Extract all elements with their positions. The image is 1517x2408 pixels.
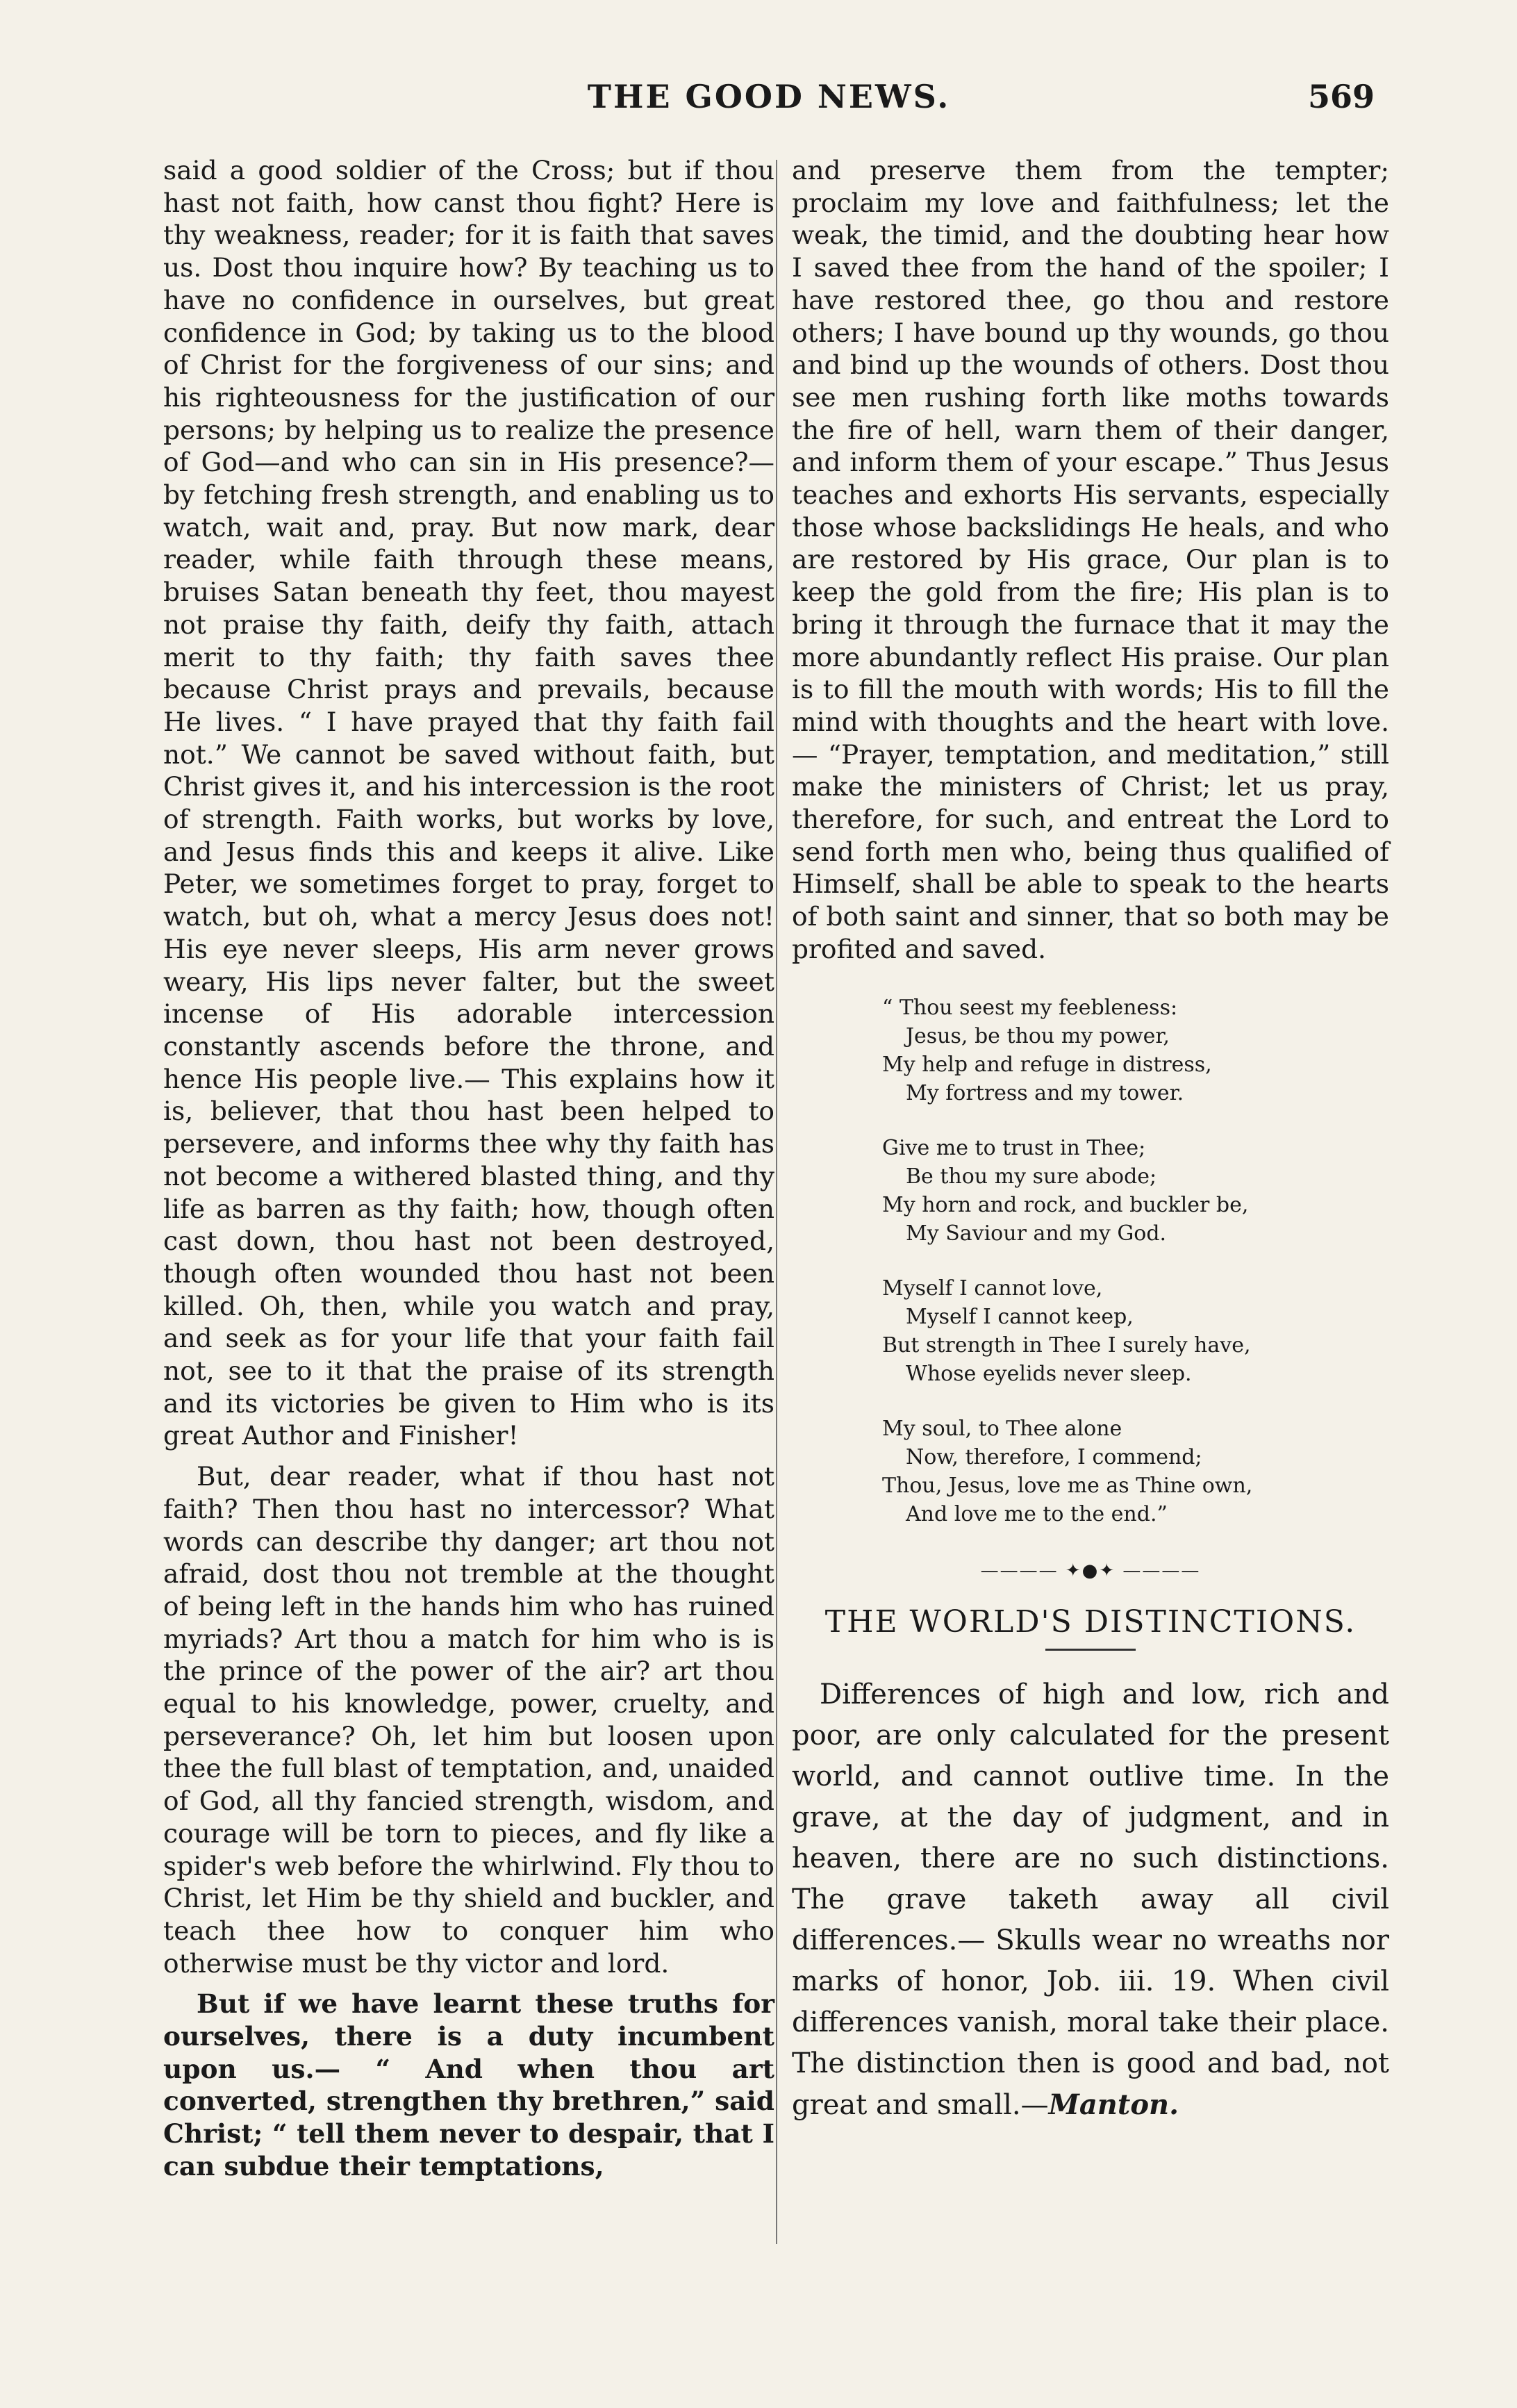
anecdote-paragraph [792, 1674, 1389, 2126]
hymn-line: My Saviour and my God. [906, 1221, 1167, 1246]
hymn-line: My fortress and my tower. [906, 1080, 1184, 1105]
hymn-line: Myself I cannot keep, [906, 1304, 1134, 1329]
hymn-line: Give me to trust in Thee; [882, 1135, 1146, 1160]
hymn-line: And love me to the end.” [906, 1501, 1168, 1526]
hymn-line: My horn and rock, and buckler be, [882, 1192, 1249, 1217]
hymn-line: But strength in Thee I surely have, [882, 1333, 1251, 1358]
section-title: THE WORLD'S DISTINCTIONS. [824, 1604, 1357, 1640]
running-title: THE GOOD NEWS. [587, 78, 951, 115]
hymn-stanza [882, 1134, 1389, 1248]
hymn-line: My soul, to Thee alone [882, 1416, 1122, 1441]
anecdote-text: Differences of high and low, rich and poor, are only calculated for the present world, and cannot outlive time. In the grave, at the day of judgment, and in heaven, there are no such distinctions. The grave taketh away all civil differences.— Skulls wear no wreaths nor marks of honor, Job. iii. 19. When civil differences vanish, moral take their place. The distinction then is good and bad, not great and small.— [792, 1678, 1389, 2121]
hymn-stanza [882, 993, 1389, 1107]
left-column [163, 154, 774, 2191]
title-rule [1045, 1649, 1136, 1651]
hymn-line: Be thou my sure abode; [906, 1164, 1157, 1189]
right-paragraph-1: and preserve them from the tempter; proclaim my love and faithfulness; let the weak, the timid, and the doubting hear how I saved thee from the hand of the spoiler; I have restored thee, go thou and restore others; I have bound up thy wounds, go thou and bind up the wounds of others. Dost thou see men rushing forth like moths towards the fire of hell, warn them of their danger, and inform them of your escape.” Thus Jesus teaches and exhorts His servants, especially those whose backslidings He heals, and who are restored by His grace, Our plan is to keep the gold from the fire; His plan is to bring it through the furnace that it may the more abundantly reflect His praise. Our plan is to fill the mouth with words; His to fill the mind with thoughts and the heart with love.— “Prayer, temptation, and meditation,” still make the ministers of Christ; let us pray, therefore, for such, and entreat the Lord to send forth men who, being thus qualified of Himself, shall be able to speak to the hearts of both saint and sinner, that so both may be profited and saved. [792, 155, 1389, 964]
running-header [163, 78, 1375, 133]
hymn-line: Now, therefore, I commend; [906, 1444, 1202, 1469]
hymn-line: My help and refuge in distress, [882, 1052, 1212, 1077]
hymn [882, 993, 1389, 1528]
hymn-line: Myself I cannot love, [882, 1276, 1103, 1301]
left-paragraph-1: said a good soldier of the Cross; but if thou hast not faith, how canst thou fight? Here is thy weakness, reader; for it is faith that saves us. Dost thou inquire how? By teaching us to have no confidence in ourselves, but great confidence in God; by taking us to the blood of Christ for the forgiveness of our sins; and his righteousness for the justification of our persons; by helping us to realize the presence of God—and who can sin in His presence?—by fetching fresh strength, and enabling us to watch, wait and, pray. But now mark, dear reader, while faith through these means, bruises Satan beneath thy feet, thou mayest not praise thy faith, deify thy faith, attach merit to thy faith; thy faith saves thee because Christ prays and prevails, because He lives. “ I have prayed that thy faith fail not.” We cannot be saved without faith, but Christ gives it, and his intercession is the root of strength. Faith works, but works by love, and Jesus finds this and keeps it alive. Like Peter, we sometimes forget to pray, forget to watch, but oh, what a mercy Jesus does not! His eye never sleeps, His arm never grows weary, His lips never falter, but the sweet incense of His adorable intercession constantly ascends before the throne, and hence His people live.— This explains how it is, believer, that thou hast been helped to persevere, and informs thee why thy faith has not become a withered blasted thing, and thy life as barren as thy faith; how, though often cast down, thou hast not been destroyed, though often wounded thou hast not been killed. Oh, then, while you watch and pray, and seek as for your life that your faith fail not, see to it that the praise of its strength and its victories be given to Him who is its great Author and Finisher! [163, 155, 774, 1451]
hymn-line: Jesus, be thou my power, [906, 1023, 1170, 1048]
hymn-stanza [882, 1274, 1389, 1388]
ornamental-divider: ———— ✦●✦ ———— [980, 1560, 1201, 1581]
left-paragraph-3: But if we have learnt these truths for ourselves, there is a duty incumbent upon us.— “ And when thou art converted, strengthen thy brethren,” said Christ; “ tell them never to despair, that I can subdue their temptations, [163, 1988, 774, 2182]
attribution: Manton. [1048, 2088, 1179, 2121]
hymn-line: Thou, Jesus, love me as Thine own, [882, 1473, 1253, 1498]
column-divider [776, 160, 777, 2244]
page-number: 569 [1307, 78, 1375, 115]
hymn-line: Whose eyelids never sleep. [906, 1361, 1192, 1386]
hymn-line: “ Thou seest my feebleness: [882, 995, 1178, 1020]
right-column [792, 154, 1389, 2134]
hymn-stanza [882, 1415, 1389, 1528]
left-paragraph-2: But, dear reader, what if thou hast not faith? Then thou hast no intercessor? What words can describe thy danger; art thou not afraid, dost thou not tremble at the thought of being left in the hands him who has ruined myriads? Art thou a match for him who is is the prince of the power of the air? art thou equal to his knowledge, power, cruelty, and perseverance? Oh, let him but loosen upon thee the full blast of temptation, and, unaided of God, all thy fancied strength, wisdom, and courage will be torn to pieces, and fly like a spider's web before the whirlwind. Fly thou to Christ, let Him be thy shield and buckler, and teach thee how to conquer him who otherwise must be thy victor and lord. [163, 1461, 774, 1979]
